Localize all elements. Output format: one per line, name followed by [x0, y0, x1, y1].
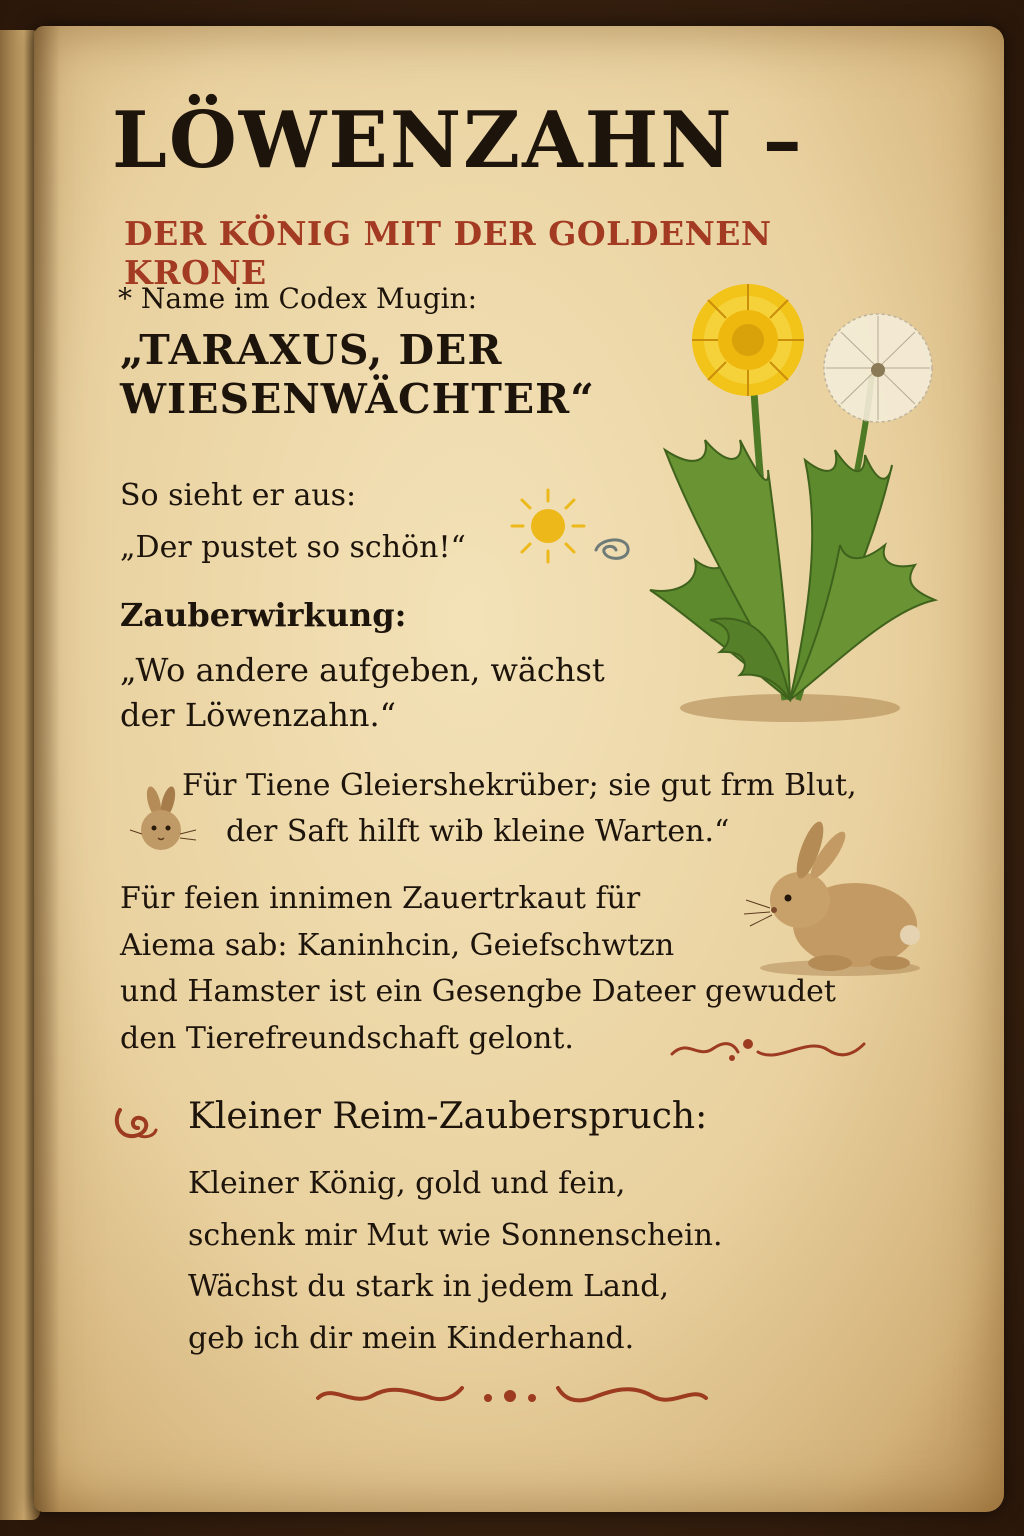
- page-title: LÖWENZAHN –: [112, 95, 804, 186]
- rabbit-illustration: [740, 820, 930, 980]
- paragraph-2-line: Aiema sab: Kaninhcin, Geiefschwtzn: [120, 927, 675, 963]
- codex-name-line-1: „TARAXUS, DER: [120, 326, 503, 374]
- swirl-icon: [588, 528, 638, 568]
- paragraph-1-line-2: der Saft hilft wib kleine Warten.“: [226, 814, 730, 849]
- spell-verse: [188, 1158, 722, 1364]
- appearance-quote: „Der pustet so schön!“: [120, 530, 466, 565]
- flourish-ornament: [668, 1030, 868, 1070]
- magic-effect-label: Zauberwirkung:: [120, 596, 407, 634]
- codex-name-line-2: WIESENWÄCHTER“: [120, 375, 595, 424]
- bunny-icon: [124, 782, 204, 862]
- paragraph-1-line-1: Für Tiene Gleiershekrüber; sie gut frm Blut,: [182, 768, 857, 803]
- spell-line: geb ich dir mein Kinderhand.: [188, 1320, 635, 1356]
- paragraph-2-line: Für feien innimen Zauertrkaut für: [120, 881, 641, 916]
- flourish-ornament: [312, 1376, 712, 1416]
- page-subtitle: DER KÖNIG MIT DER GOLDENEN KRONE: [124, 214, 772, 292]
- page-spine-shadow: [34, 26, 60, 1512]
- flourish-ornament: [110, 1098, 160, 1148]
- codex-label: * Name im Codex Mugin:: [118, 282, 478, 315]
- paragraph-2-line: und Hamster ist ein Gesengbe Dateer gewudet: [120, 974, 836, 1009]
- spell-heading: Kleiner Reim-Zauberspruch:: [188, 1096, 708, 1137]
- paragraph-2-line: den Tierefreundschaft gelont.: [120, 1020, 574, 1056]
- spell-line: schenk mir Mut wie Sonnenschein.: [188, 1217, 723, 1253]
- magic-quote-line-1: „Wo andere aufgeben, wächst: [120, 651, 605, 689]
- sun-icon: [508, 486, 588, 566]
- codex-name: [120, 326, 660, 424]
- dandelion-illustration: [640, 280, 940, 730]
- spell-line: Kleiner König, gold und fein,: [188, 1166, 626, 1201]
- magic-quote-line-2: der Löwenzahn.“: [120, 695, 397, 734]
- magic-effect-quote: [120, 648, 660, 738]
- spell-line: Wächst du stark in jedem Land,: [188, 1269, 669, 1305]
- appearance-label: So sieht er aus:: [120, 478, 357, 513]
